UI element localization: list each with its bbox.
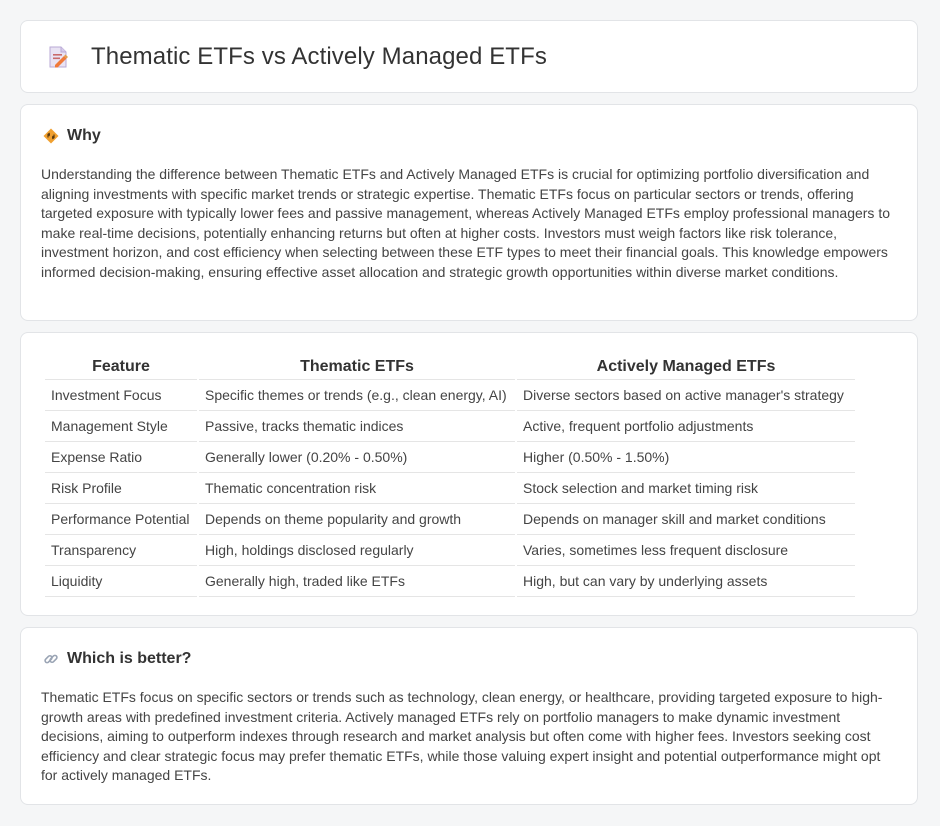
table-row [45,504,855,535]
title-card [20,20,918,93]
table-row [45,535,855,566]
link-icon [43,651,59,667]
feature-cell: Expense Ratio [45,442,197,473]
thematic-cell: Generally lower (0.20% - 0.50%) [199,442,515,473]
thematic-cell: High, holdings disclosed regularly [199,535,515,566]
why-section [20,104,918,321]
which-better-heading: Which is better? [67,650,192,667]
feature-cell: Performance Potential [45,504,197,535]
comparison-section [20,332,918,616]
active-cell: High, but can vary by underlying assets [517,566,855,597]
active-cell: Stock selection and market timing risk [517,473,855,504]
diamond-arrows-icon [43,128,59,144]
document-edit-icon [45,44,71,70]
header-thematic: Thematic ETFs [199,353,515,380]
thematic-cell: Generally high, traded like ETFs [199,566,515,597]
feature-cell: Liquidity [45,566,197,597]
active-cell: Active, frequent portfolio adjustments [517,411,855,442]
why-paragraph: Understanding the difference between Thematic ETFs and Actively Managed ETFs is crucial for optimizing portfolio diversification and aligning investments with specific market trends or strategic expertise. Thematic ETFs focus on particular sectors or trends, offering targeted exposure with typically lower fees and passive management, whereas Actively Managed ETFs employ professional managers to make real-time decisions, potentially enhancing returns but often at higher costs. Investors must weigh factors like risk tolerance, investment horizon, and cost efficiency when selecting between these ETF types to meet their financial goals. This knowledge empowers informed decision-making, ensuring effective asset allocation and strategic growth opportunities within diverse market conditions. [41,166,890,280]
header-active: Actively Managed ETFs [517,353,855,380]
thematic-cell: Depends on theme popularity and growth [199,504,515,535]
table-header-row [45,353,855,380]
which-better-paragraph: Thematic ETFs focus on specific sectors or trends such as technology, clean energy, or healthcare, providing targeted exposure to high-growth areas with predefined investment criteria. Actively managed ETFs rely on portfolio managers to make dynamic investment decisions, aiming to outperform indexes through research and market analysis but often come with higher fees. Investors seeking cost efficiency and clear strategic focus may prefer thematic ETFs, while those valuing expert insight and potential outperformance might opt for actively managed ETFs. [41,689,883,783]
table-row [45,411,855,442]
feature-cell: Management Style [45,411,197,442]
thematic-cell: Specific themes or trends (e.g., clean energy, AI) [199,380,515,411]
feature-cell: Risk Profile [45,473,197,504]
thematic-cell: Passive, tracks thematic indices [199,411,515,442]
active-cell: Higher (0.50% - 1.50%) [517,442,855,473]
table-row [45,473,855,504]
which-better-section [20,627,918,805]
feature-cell: Investment Focus [45,380,197,411]
active-cell: Diverse sectors based on active manager's strategy [517,380,855,411]
thematic-cell: Thematic concentration risk [199,473,515,504]
feature-cell: Transparency [45,535,197,566]
active-cell: Depends on manager skill and market conditions [517,504,855,535]
why-heading: Why [67,127,101,144]
page-title: Thematic ETFs vs Actively Managed ETFs [91,43,547,70]
table-row [45,566,855,597]
header-feature: Feature [45,353,197,380]
table-row [45,442,855,473]
table-row [45,380,855,411]
active-cell: Varies, sometimes less frequent disclosure [517,535,855,566]
comparison-table [43,353,857,597]
